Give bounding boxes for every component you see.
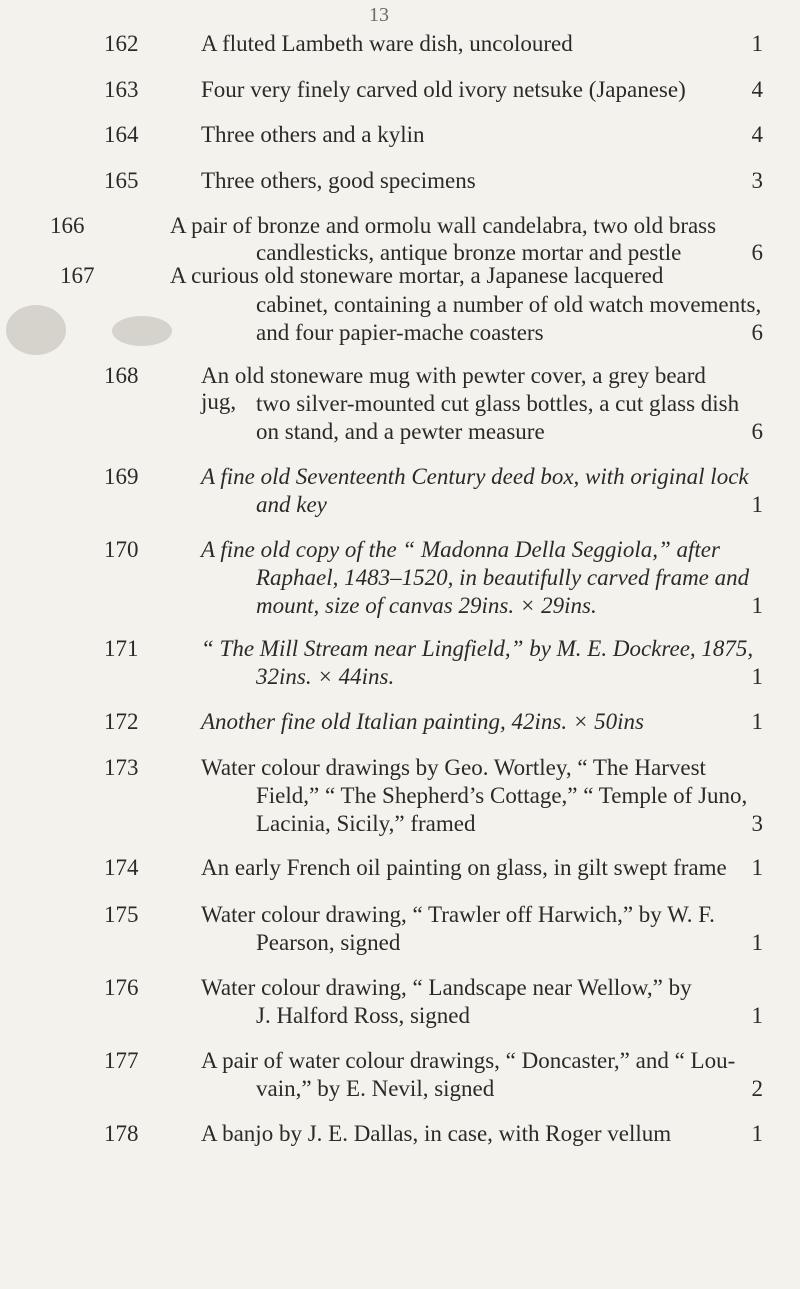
lot-quantity: 3 [751,811,763,836]
lot-description-cont: Raphael, 1483–1520, in beautifully carved frame and [256,565,750,590]
lot-description-cont: J. Halford Ross, signed [256,1003,471,1028]
lot-number: 170 [104,537,139,562]
lot-quantity: 1 [751,593,763,618]
lot-number: 172 [104,709,139,734]
lot-quantity: 3 [751,168,763,193]
lot-quantity: 6 [751,240,763,265]
lot-number: 168 [104,363,139,388]
lot-description: A pair of water colour drawings, “ Doncaster,” and “ Lou- [201,1048,736,1073]
lot-quantity: 1 [751,1003,763,1028]
lot-description: Another fine old Italian painting, 42ins. × 50ins [201,709,644,734]
lot-number: 163 [104,77,139,102]
lot-description: Three others and a kylin [201,122,425,147]
lot-number: 167 [60,263,95,288]
lot-quantity: 1 [751,664,763,689]
lot-number: 175 [104,902,139,927]
lot-quantity: 1 [751,492,763,517]
lot-number: 178 [104,1121,139,1146]
lot-description: A fine old copy of the “ Madonna Della Seggiola,” after [201,537,720,562]
lot-quantity: 1 [751,930,763,955]
page-number: 13 [369,4,389,26]
lot-number: 169 [104,464,139,489]
lot-description: A curious old stoneware mortar, a Japanese lacquered [170,263,664,288]
lot-quantity: 1 [751,1121,763,1146]
lot-description: “ The Mill Stream near Lingfield,” by M. E. Dockree, 1875, [201,636,754,661]
lot-description: Water colour drawing, “ Landscape near Wellow,” by [201,975,692,1000]
lot-description: Four very finely carved old ivory netsuke (Japanese) [201,77,686,102]
lot-description: Water colour drawing, “ Trawler off Harwich,” by W. F. [201,902,715,927]
lot-quantity: 1 [751,855,763,880]
lot-number: 165 [104,168,139,193]
lot-description-cont: and key [256,492,327,517]
lot-number: 174 [104,855,139,880]
lot-description-cont: and four papier-mache coasters [256,320,544,345]
lot-description: A banjo by J. E. Dallas, in case, with Roger vellum [201,1121,672,1146]
stain-mark [6,305,66,355]
lot-description-cont: two silver-mounted cut glass bottles, a cut glass dish [256,391,740,416]
lot-description: An early French oil painting on glass, in gilt swept frame [201,855,727,880]
lot-description: A fine old Seventeenth Century deed box, with original lock [201,464,749,489]
lot-description-cont: vain,” by E. Nevil, signed [256,1076,495,1101]
lot-quantity: 1 [751,709,763,734]
lot-description-cont: on stand, and a pewter measure [256,419,545,444]
lot-quantity: 2 [751,1076,763,1101]
lot-quantity: 6 [751,419,763,444]
lot-description-cont: Field,” “ The Shepherd’s Cottage,” “ Temple of Juno, [256,783,748,808]
lot-description-cont: 32ins. × 44ins. [256,664,395,689]
lot-number: 166 [50,213,85,238]
lot-number: 176 [104,975,139,1000]
lot-quantity: 6 [751,320,763,345]
lot-number: 173 [104,755,139,780]
lot-number: 177 [104,1048,139,1073]
lot-quantity: 4 [751,77,763,102]
lot-description-cont: mount, size of canvas 29ins. × 29ins. [256,593,597,618]
lot-number: 164 [104,122,139,147]
lot-quantity: 4 [751,122,763,147]
lot-number: 171 [104,636,139,661]
stain-mark [112,316,172,346]
lot-description-cont: Pearson, signed [256,930,401,955]
lot-description: Water colour drawings by Geo. Wortley, “ The Harvest [201,755,706,780]
lot-description-cont: candlesticks, antique bronze mortar and pestle [256,240,682,265]
lot-description-cont: cabinet, containing a number of old watch movements, [256,292,762,317]
lot-description: A fluted Lambeth ware dish, uncoloured [201,31,573,56]
lot-number: 162 [104,31,139,56]
lot-description: A pair of bronze and ormolu wall candelabra, two old brass [170,213,717,238]
lot-description: An old stoneware mug with pewter cover, a grey beard jug, [201,363,706,414]
lot-description-cont: Lacinia, Sicily,” framed [256,811,476,836]
lot-quantity: 1 [751,31,763,56]
lot-description: Three others, good specimens [201,168,476,193]
